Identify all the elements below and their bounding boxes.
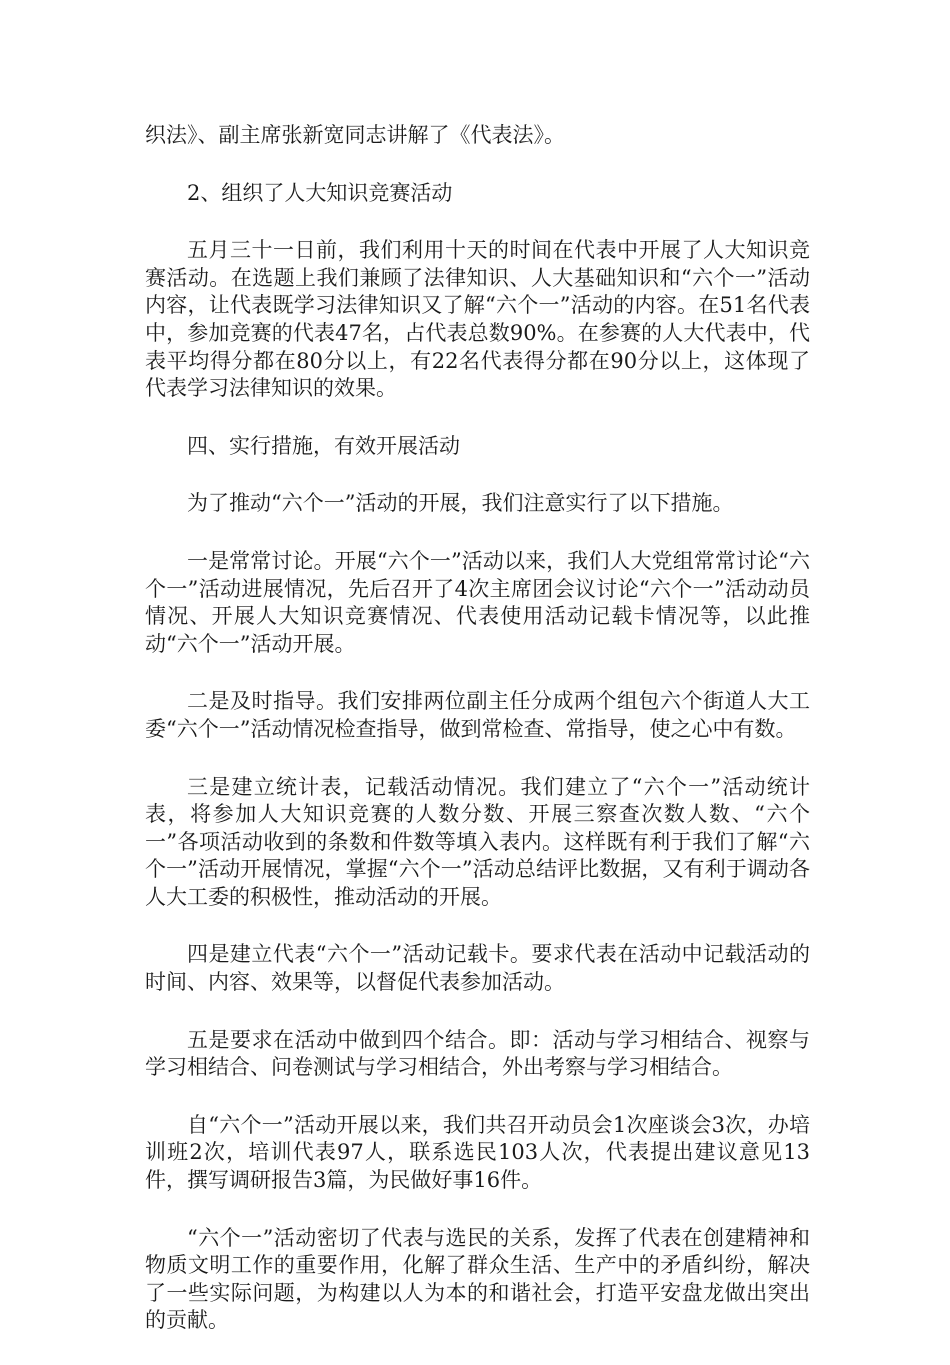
paragraph-measure-discussion: 一是常常讨论。开展“六个一”活动以来，我们人大党组常常讨论“六个一”活动进展情况，先后召开了4次主席团会议讨论“六个一”活动动员情况、开展人大知识竞赛情况、代表使用活动记载卡情况等，以此推动“六个一”活动开展。 — [145, 548, 810, 656]
document-body — [145, 122, 810, 1365]
paragraph-measures-intro: 为了推动“六个一”活动的开展，我们注意实行了以下措施。 — [187, 491, 734, 516]
paragraph-measure-four-combinations: 五是要求在活动中做到四个结合。即：活动与学习相结合、视察与学习相结合、问卷测试与学习相结合，外出考察与学习相结合。 — [145, 1027, 810, 1080]
section-heading-knowledge-contest: 2、组织了人大知识竞赛活动 — [187, 180, 453, 205]
paragraph-1: 织法》、副主席张新宽同志讲解了《代表法》。 — [145, 123, 565, 147]
paragraph-measure-guidance: 二是及时指导。我们安排两位副主任分成两个组包六个街道人大工委“六个一”活动情况检查指导，做到常检查、常指导，使之心中有数。 — [145, 689, 810, 741]
paragraph-contest-details: 五月三十一日前，我们利用十天的时间在代表中开展了人大知识竞赛活动。在选题上我们兼顾了法律知识、人大基础知识和“六个一”活动内容，让代表既学习法律知识又了解“六个一”活动的内容。在51名代表中，参加竞赛的代表47名，占代表总数90%。在参赛的人大代表中，代表平均得分都在80分以上，有22名代表得分都在90分以上，这体现了代表学习法律知识的效果。 — [145, 238, 810, 401]
paragraph-activity-results: 自“六个一”活动开展以来，我们共召开动员会1次座谈会3次，办培训班2次，培训代表97人，联系选民103人次，代表提出建议意见13件，撰写调研报告3篇，为民做好事16件。 — [145, 1112, 810, 1193]
section-heading-measures: 四、实行措施，有效开展活动 — [187, 433, 460, 458]
paragraph-measure-statistics: 三是建立统计表，记载活动情况。我们建立了“六个一”活动统计表，将参加人大知识竞赛的人数分数、开展三察查次数人数、“六个一”各项活动收到的条数和件数等填入表内。这样既有利于我们了解“六个一”活动开展情况，掌握“六个一”活动总结评比数据，又有利于调动各人大工委的积极性，推动活动的开展。 — [145, 774, 810, 909]
paragraph-measure-record-card: 四是建立代表“六个一”活动记载卡。要求代表在活动中记载活动的时间、内容、效果等，以督促代表参加活动。 — [145, 942, 810, 995]
paragraph-conclusion: “六个一”活动密切了代表与选民的关系，发挥了代表在创建精神和物质文明工作的重要作用，化解了群众生活、生产中的矛盾纠纷，解决了一些实际问题，为构建以人为本的和谐社会，打造平安盘龙做出突出的贡献。 — [145, 1225, 810, 1333]
